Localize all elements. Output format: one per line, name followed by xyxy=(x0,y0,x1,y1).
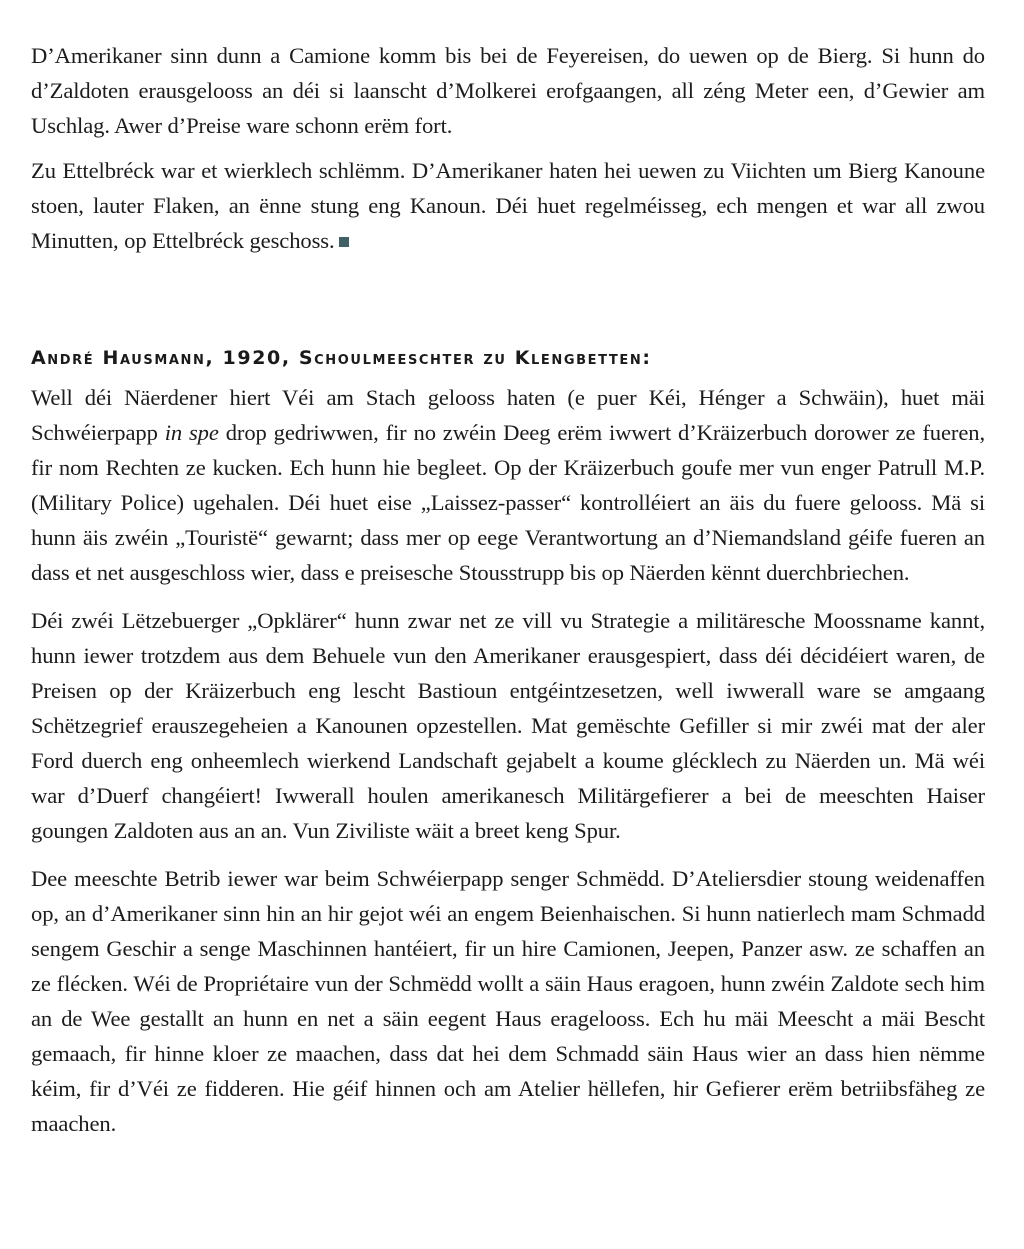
section-a xyxy=(31,38,985,258)
paragraph-text-before-italic: Well déi Näerdener hiert Véi am Stach gelooss haten (e puer Kéi, Hénger a Schwäin), huet mäi Schwéierpapp xyxy=(31,385,985,445)
section-b xyxy=(31,345,985,1141)
paragraph-ettelbreck xyxy=(31,153,985,258)
paragraph-opklaerer: Déi zwéi Lëtzebuerger „Opklärer“ hunn zwar net ze vill vu Strategie a militäresche Moossname kannt, hunn iewer trotzdem aus dem Behuele vun den Amerikaner erausgespiert, dass déi décidéiert waren, de Preisen op der Kräizerbuch eng lescht Bastioun entgéintzesetzen, well iwwerall ware se amgaang Schëtzegrief erauszegeheien a Kanounen opzestellen. Mat gemëschte Gefiller si mir zwéi mat der aler Ford duerch eng onheemlech wierkend Landschaft gejabelt a koume glécklech zu Näerden un. Mä wéi war d’Duerf changéiert! Iwwerall houlen amerikanesch Militärgefierer a bei de meeschten Haiser goungen Zaldoten aus an an. Vun Ziviliste wäit a breet keng Spur. xyxy=(31,608,985,843)
section-heading: André Hausmann, 1920, Schoulmeeschter zu Klengbetten: xyxy=(31,347,652,369)
paragraph-text-after-italic: drop gedriwwen, fir no zwéin Deeg erëm iwwert d’Kräizerbuch dorower ze fueren, fir nom Rechten ze kucken. Ech hunn hie begleet. Op der Kräizerbuch goufe mer vun enger Patrull M.P. (Military Police) ugehalen. Déi huet eise „Laissez-passer“ kontrolléiert an äis du fuere gelooss. Mä si hunn äis zwéin „Touristë“ gewarnt; dass mer op eege Verantwortung an d’Niemandsland géife fueren an dass et net ausgeschloss wier, dass e preisesche Stousstrupp bis op Näerden kënnt duerchbriechen. xyxy=(31,420,985,585)
document-page xyxy=(31,38,985,1141)
paragraph-schmedd: Dee meeschte Betrib iewer war beim Schwéierpapp senger Schmëdd. D’Ateliersdier stoung weidenaffen op, an d’Amerikaner sinn hin an hir gejot wéi an engem Beienhaischen. Si hunn natierlech mam Schmadd sengem Geschir a senge Maschinnen hantéiert, fir un hire Camionen, Jeepen, Panzer asw. ze schaffen an ze flécken. Wéi de Propriétaire vun der Schmëdd wollt a säin Haus eragoen, hunn zwéin Zaldote sech him an de Wee gestallt an hunn en net a säin eegent Haus eragelooss. Ech hu mäi Meescht a mäi Bescht gemaach, fir hinne kloer ze maachen, dass dat hei dem Schmadd säin Haus wier an dass hien nëmme kéim, fir d’Véi ze fidderen. Hie géif hinnen och am Atelier hëllefen, hir Gefierer erëm betriibsfäheg ze maachen. xyxy=(31,866,985,1136)
paragraph-naerdener-veih xyxy=(31,380,985,590)
paragraph-text: Zu Ettelbréck war et wierklech schlëmm. D’Amerikaner haten hei uewen zu Viichten um Bierg Kanoune stoen, lauter Flaken, an ënne stung eng Kanoun. Déi huet regelméisseg, ech mengen et war all zwou Minutten, op Ettelbréck geschoss. xyxy=(31,158,985,253)
paragraph-amerikaner-camione: D’Amerikaner sinn dunn a Camione komm bis bei de Feyereisen, do uewen op de Bierg. Si hunn do d’Zaldoten erausgelooss an déi si laanscht d’Molkerei erofgaangen, all zéng Meter een, d’Gewier am Uschlag. Awer d’Preise ware schonn erëm fort. xyxy=(31,43,985,138)
end-of-article-square-icon xyxy=(339,237,349,247)
italic-phrase: in spe xyxy=(164,420,219,445)
